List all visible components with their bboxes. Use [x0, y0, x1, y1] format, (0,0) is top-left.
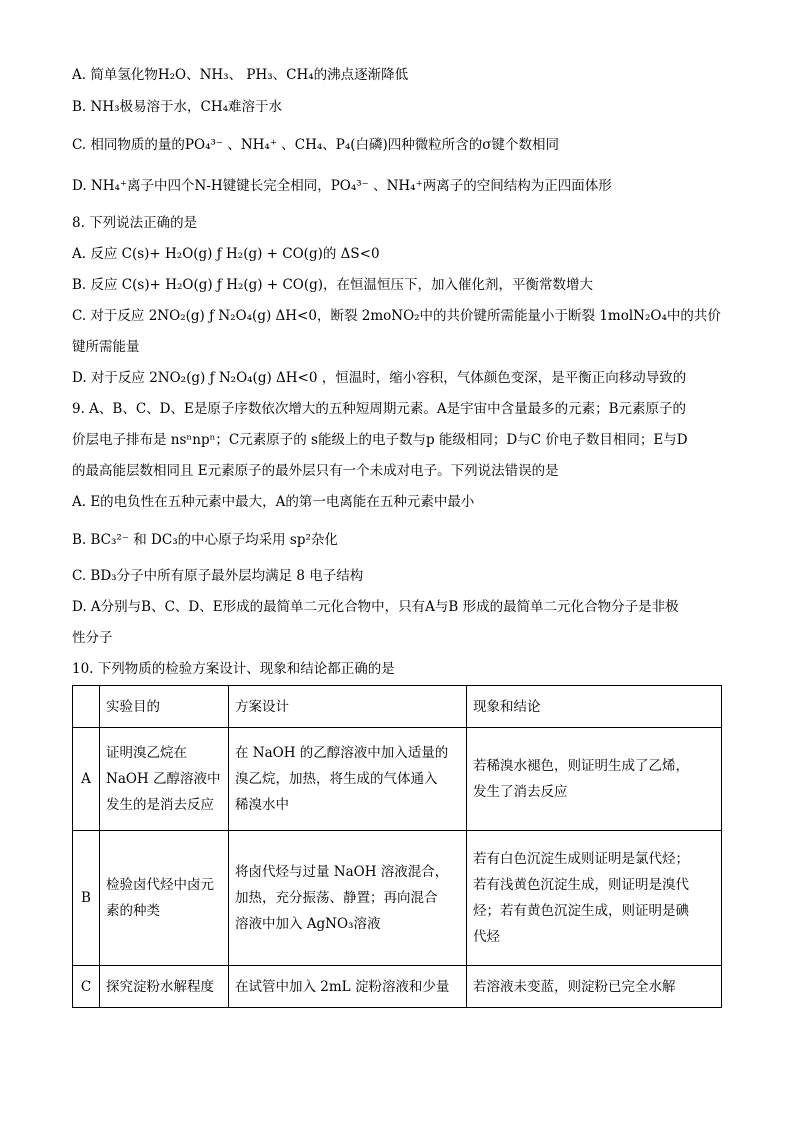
q7-option-d: D. NH₄⁺离子中四个N-H键键长完全相同，PO₄³⁻ 、NH₄⁺两离子的空间结构为正四面体形	[72, 178, 612, 194]
q9-option-d-line1: D. A分别与B、C、D、E形成的最简单二元化合物中，只有A与B 形成的最简单二元化合物分子是非极	[72, 599, 679, 615]
row-label: C	[73, 966, 100, 1008]
q10-table	[72, 685, 722, 1008]
q9-stem-line2: 价层电子排布是 nsⁿnpⁿ；C元素原子的 s能级上的电子数与p 能级相同；D与C 价电子数目相同；E与D	[72, 432, 688, 448]
row-purpose: 检验卤代烃中卤元 素的种类	[100, 831, 229, 966]
q9-stem-line3: 的最高能层数相同且 E元素原子的最外层只有一个未成对电子。下列说法错误的是	[72, 463, 559, 479]
row-result: 若有白色沉淀生成则证明是氯代烃； 若有浅黄色沉淀生成，则证明是溴代 烃；若有黄色沉淀生成，则证明是碘 代烃	[467, 831, 722, 966]
table-header-row	[73, 686, 722, 728]
q8-option-c-line1: C. 对于反应 2NO₂(g) ƒ N₂O₄(g) ΔH<0，断裂 2moNO₂中的共价键所需能量小于断裂 1molN₂O₄中的共价	[72, 308, 721, 324]
q9-option-d-line2: 性分子	[72, 630, 113, 646]
q9-stem-line1: 9. A、B、C、D、E是原子序数依次增大的五种短周期元素。A是宇宙中含量最多的元素；B元素原子的	[72, 401, 687, 417]
table-row	[73, 831, 722, 966]
row-purpose: 探究淀粉水解程度	[100, 966, 229, 1008]
q7-option-a: A. 简单氢化物H₂O、NH₃、 PH₃、CH₄的沸点逐渐降低	[72, 67, 409, 83]
header-design: 方案设计	[229, 686, 467, 728]
q7-option-b: B. NH₃极易溶于水，CH₄难溶于水	[72, 99, 283, 115]
q8-stem: 8. 下列说法正确的是	[72, 215, 198, 231]
row-label: B	[73, 831, 100, 966]
row-result: 若溶液未变蓝，则淀粉已完全水解	[467, 966, 722, 1008]
header-result: 现象和结论	[467, 686, 722, 728]
row-result: 若稀溴水褪色，则证明生成了乙烯， 发生了消去反应	[467, 728, 722, 831]
q8-option-d: D. 对于反应 2NO₂(g) ƒ N₂O₄(g) ΔH<0 ，恒温时，缩小容积，气体颜色变深，是平衡正向移动导致的	[72, 370, 687, 386]
q8-option-b: B. 反应 C(s)+ H₂O(g) ƒ H₂(g) + CO(g)，在恒温恒压下，加入催化剂，平衡常数增大	[72, 277, 594, 293]
q8-option-a: A. 反应 C(s)+ H₂O(g) ƒ H₂(g) + CO(g)的 ΔS<0	[72, 246, 380, 262]
table-row	[73, 728, 722, 831]
header-blank	[73, 686, 100, 728]
q9-option-b: B. BC₃²⁻ 和 DC₃的中心原子均采用 sp²杂化	[72, 532, 338, 548]
table-row	[73, 966, 722, 1008]
q9-option-c: C. BD₃分子中所有原子最外层均满足 8 电子结构	[72, 568, 364, 584]
q8-option-c-line2: 键所需能量	[72, 339, 140, 355]
q7-option-c: C. 相同物质的量的PO₄³⁻ 、NH₄⁺ 、CH₄、P₄(白磷)四种微粒所含的σ键个数相同	[72, 137, 559, 153]
row-design: 在 NaOH 的乙醇溶液中加入适量的 溴乙烷，加热，将生成的气体通入 稀溴水中	[229, 728, 467, 831]
q9-option-a: A. E的电负性在五种元素中最大，A的第一电离能在五种元素中最小	[72, 494, 475, 510]
row-purpose: 证明溴乙烷在 NaOH 乙醇溶液中 发生的是消去反应	[100, 728, 229, 831]
header-purpose: 实验目的	[100, 686, 229, 728]
row-label: A	[73, 728, 100, 831]
row-design: 将卤代烃与过量 NaOH 溶液混合， 加热，充分振荡、静置；再向混合 溶液中加入 AgNO₃溶液	[229, 831, 467, 966]
q10-stem: 10. 下列物质的检验方案设计、现象和结论都正确的是	[72, 661, 395, 677]
row-design: 在试管中加入 2mL 淀粉溶液和少量	[229, 966, 467, 1008]
